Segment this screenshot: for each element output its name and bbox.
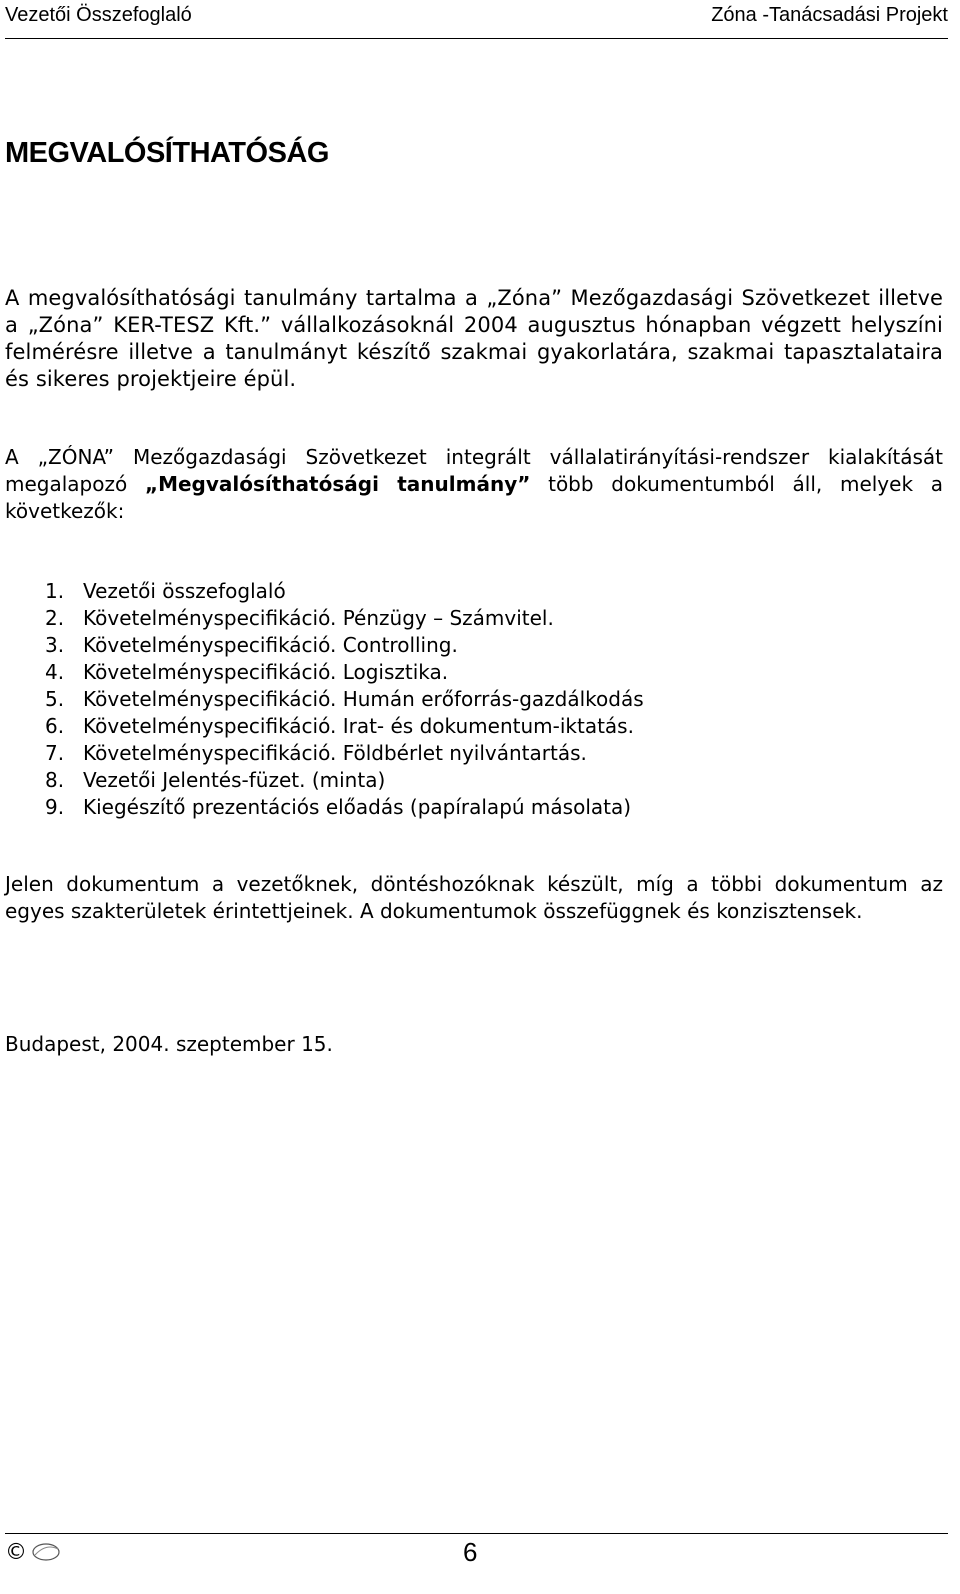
list-item-number: 9.	[45, 795, 65, 819]
bms-logo-icon	[31, 1541, 61, 1563]
list-item-number: 1.	[45, 579, 65, 603]
list-item-number: 2.	[45, 606, 65, 630]
list-item	[45, 794, 644, 821]
list-item-text: Követelményspecifikáció. Humán erőforrás-gazdálkodás	[83, 687, 644, 711]
page-number: 6	[463, 1537, 478, 1567]
list-item-number: 6.	[45, 714, 65, 738]
list-item	[45, 767, 644, 794]
copyright-symbol: ©	[5, 1540, 27, 1565]
list-item	[45, 713, 644, 740]
list-item	[45, 605, 644, 632]
list-item	[45, 578, 644, 605]
list-item-number: 5.	[45, 687, 65, 711]
list-item-text: Vezetői összefoglaló	[83, 579, 286, 603]
intro-paragraph: A megvalósíthatósági tanulmány tartalma a „Zóna” Mezőgazdasági Szövetkezet illetve a „Zóna” KER-TESZ Kft.” vállalkozásoknál 2004 augusztus hónapban végzett helyszíni felmérésre illetve a tanulmányt készítő szakmai gyakorlatára, szakmai tapasztalataira és sikeres projektjeire épül.	[5, 286, 943, 391]
page-footer	[5, 1533, 948, 1594]
page-header	[5, 0, 948, 39]
documents-intro-text-end: több dokumentumból áll, melyek a következők:	[5, 472, 943, 523]
list-item-number: 7.	[45, 741, 65, 765]
documents-intro-text: A „ZÓNA” Mezőgazdasági Szövetkezet integrált vállalatirányítási-rendszer kialakítását megalapozó	[5, 445, 943, 496]
list-item-text: Követelményspecifikáció. Logisztika.	[83, 660, 449, 684]
list-item-text: Vezetői Jelentés-füzet. (minta)	[83, 768, 386, 792]
header-project-name: Zóna -Tanácsadási Projekt	[711, 4, 948, 26]
header-document-title: Vezetői Összefoglaló	[5, 4, 192, 26]
list-item	[45, 659, 644, 686]
list-item-number: 4.	[45, 660, 65, 684]
list-item-number: 3.	[45, 633, 65, 657]
study-title-bold: „Megvalósíthatósági tanulmány”	[144, 472, 531, 496]
page-title: MEGVALÓSÍTHATÓSÁG	[5, 137, 329, 169]
documents-intro-paragraph	[5, 444, 943, 525]
list-item-text: Kiegészítő prezentációs előadás (papíralapú másolata)	[83, 795, 632, 819]
list-item	[45, 740, 644, 767]
list-item	[45, 686, 644, 713]
list-item-text: Követelményspecifikáció. Pénzügy – Számvitel.	[83, 606, 554, 630]
list-item-number: 8.	[45, 768, 65, 792]
date-line: Budapest, 2004. szeptember 15.	[5, 1032, 333, 1056]
list-item-text: Követelményspecifikáció. Földbérlet nyilvántartás.	[83, 741, 587, 765]
closing-paragraph: Jelen dokumentum a vezetőknek, döntéshozóknak készült, míg a többi dokumentum az egyes szakterületek érintettjeinek. A dokumentumok összefüggnek és konzisztensek.	[5, 872, 943, 923]
list-item-text: Követelményspecifikáció. Controlling.	[83, 633, 458, 657]
document-list	[45, 578, 644, 821]
list-item-text: Követelményspecifikáció. Irat- és dokumentum-iktatás.	[83, 714, 634, 738]
list-item	[45, 632, 644, 659]
